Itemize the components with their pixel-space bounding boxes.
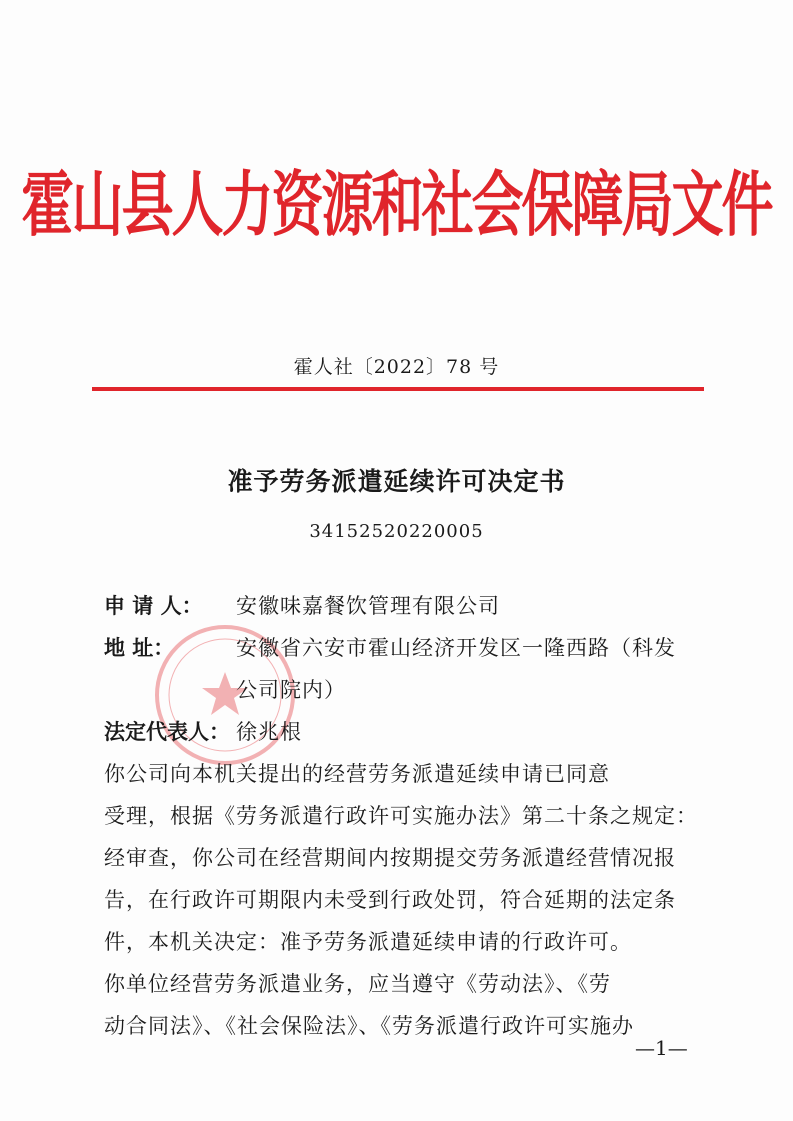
body-line: 告，在行政许可期限内未受到行政处罚，符合延期的法定条 [104, 888, 676, 912]
body-line: 件，本机关决定：准予劳务派遣延续申请的行政许可。 [104, 930, 632, 954]
doc-number: 霍人社〔2022〕78 号 [293, 356, 500, 378]
address-value-line1: 安徽省六安市霍山经济开发区一隆西路（科发 [236, 636, 676, 660]
body-line: 你公司向本机关提出的经营劳务派遣延续申请已同意 [104, 762, 610, 786]
org-title: 霍山县人力资源和社会保障局文件 [21, 165, 772, 247]
legal-rep-value: 徐兆根 [236, 720, 302, 744]
body-line: 经审查，你公司在经营期间内按期提交劳务派遣经营情况报 [104, 846, 676, 870]
decision-code: 34152520220005 [309, 521, 484, 542]
page-number: —1— [635, 1036, 688, 1060]
red-divider [92, 387, 704, 391]
address-value-line2: 公司院内） [236, 678, 346, 702]
body-line: 你单位经营劳务派遣业务，应当遵守《劳动法》、《劳 [104, 972, 611, 996]
decision-title: 准予劳务派遣延续许可决定书 [227, 467, 566, 496]
body-line: 动合同法》、《社会保险法》、《劳务派遣行政许可实施办 [104, 1014, 634, 1038]
address-label: 地 址： [104, 636, 175, 660]
applicant-value: 安徽味嘉餐饮管理有限公司 [236, 594, 500, 618]
applicant-label: 申 请 人： [104, 594, 203, 618]
body-line: 受理，根据《劳务派遣行政许可实施办法》第二十条之规定： [104, 804, 698, 828]
legal-rep-label: 法定代表人： [104, 720, 230, 744]
